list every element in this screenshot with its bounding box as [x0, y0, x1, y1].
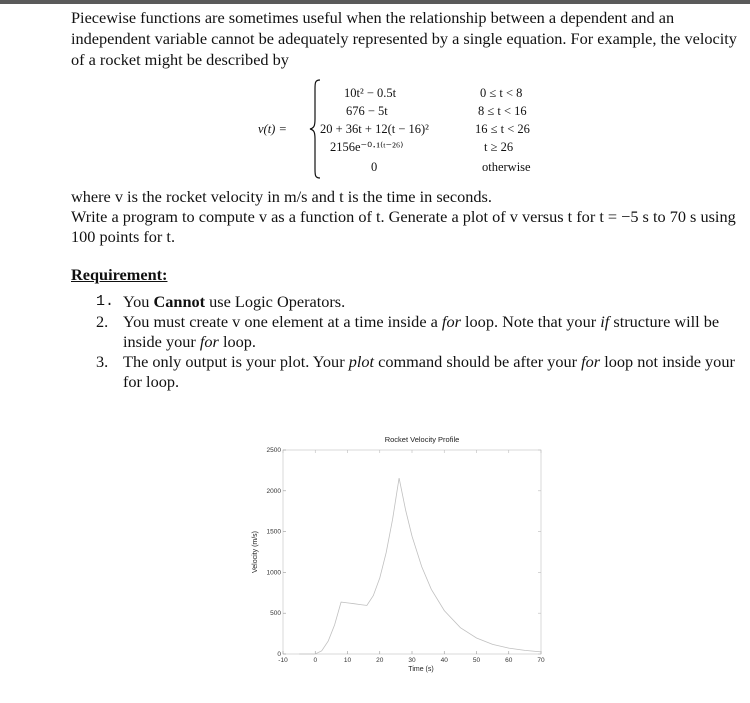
y-tick-label: 0 — [277, 651, 281, 658]
description-line-1: where v is the rocket velocity in m/s and t is the time in seconds. — [71, 187, 492, 206]
y-tick-label: 2000 — [266, 487, 281, 495]
equation-case-1-expr: 10t² − 0.5t — [344, 86, 397, 100]
requirement-text-2g: loop. — [218, 332, 256, 351]
x-axis-label: Time (s) — [408, 666, 434, 673]
requirement-text-2d: if — [600, 312, 610, 331]
requirement-heading: Requirement: — [71, 265, 168, 284]
requirement-text-1b: Cannot — [153, 292, 206, 311]
y-tick-label: 2500 — [266, 447, 281, 454]
equation-case-2-cond: 8 ≤ t < 16 — [478, 104, 527, 118]
requirement-text-2e: structure will be inside your — [123, 312, 720, 351]
x-tick-label: 10 — [343, 657, 352, 664]
requirement-item-3 — [96, 352, 746, 392]
requirement-text-3a: The only output is your plot. Your — [123, 352, 349, 371]
description-line-2: Write a program to compute v as a function of t. Generate a plot of v versus t for t = −5 s to 70 s using 100 points for t. — [71, 207, 736, 246]
requirement-item-2 — [96, 312, 746, 352]
x-tick-label: 40 — [440, 657, 448, 664]
equation-case-5-expr: 0 — [371, 160, 378, 174]
requirement-text-3b: plot — [348, 352, 375, 371]
velocity-series-line — [299, 478, 541, 654]
equation-case-4-expr: 2156e⁻⁰·¹⁽ᵗ⁻²⁶⁾ — [330, 140, 404, 154]
y-tick-label: 1000 — [266, 569, 281, 577]
requirement-text-1a: You — [123, 292, 154, 311]
equation-case-4-cond: t ≥ 26 — [484, 140, 514, 154]
x-tick-label: 20 — [376, 657, 384, 664]
x-tick-label: 0 — [313, 657, 318, 664]
requirement-text-2a: You must create v one element at a time inside a — [123, 312, 442, 331]
requirement-text-2f: for — [199, 332, 219, 351]
equation-case-3-cond: 16 ≤ t < 26 — [475, 122, 530, 136]
requirement-text-3c: command should be after your — [374, 352, 582, 371]
description — [71, 187, 750, 247]
x-tick-label: 70 — [537, 657, 545, 664]
x-tick-label: -10 — [278, 657, 288, 664]
requirement-number-3: 3. — [96, 352, 109, 371]
requirement-text-3d: for — [581, 352, 601, 371]
plot-area-frame — [283, 450, 541, 654]
y-tick-label: 500 — [270, 610, 281, 618]
requirement-text-2b: for — [441, 312, 461, 331]
top-border — [0, 0, 750, 4]
requirement-text-2c: loop. Note that your — [460, 312, 601, 331]
requirement-item-1 — [96, 292, 746, 312]
equation-case-5-cond: otherwise — [482, 160, 531, 174]
equation-case-1-cond: 0 ≤ t < 8 — [480, 86, 523, 100]
intro-paragraph: Piecewise functions are sometimes useful when the relationship between a dependent and an independent variable cannot be adequately represented by a single equation. For example, the velocity of a rocket might be described by — [71, 8, 737, 69]
equation-case-2-expr: 676 − 5t — [346, 104, 388, 118]
requirement-list — [96, 292, 746, 392]
requirement-number-1: 1. — [96, 293, 115, 310]
piecewise-equation — [0, 76, 750, 186]
x-tick-label: 30 — [408, 657, 416, 664]
x-tick-label: 60 — [505, 657, 513, 664]
left-brace — [309, 79, 321, 179]
requirement-text-1c: use Logic Operators. — [205, 292, 346, 311]
y-tick-label: 1500 — [266, 528, 281, 536]
requirement-text-3e: loop not inside your for loop. — [123, 352, 735, 391]
rocket-velocity-chart — [245, 428, 555, 676]
equation-case-3-expr: 20 + 36t + 12(t − 16)² — [320, 122, 429, 136]
equation-lhs: v(t) = — [258, 122, 287, 136]
y-axis-label: Velocity (m/s) — [252, 530, 259, 574]
x-tick-label: 50 — [472, 657, 481, 664]
chart-title: Rocket Velocity Profile — [384, 435, 460, 444]
requirement-number-2: 2. — [96, 312, 109, 331]
